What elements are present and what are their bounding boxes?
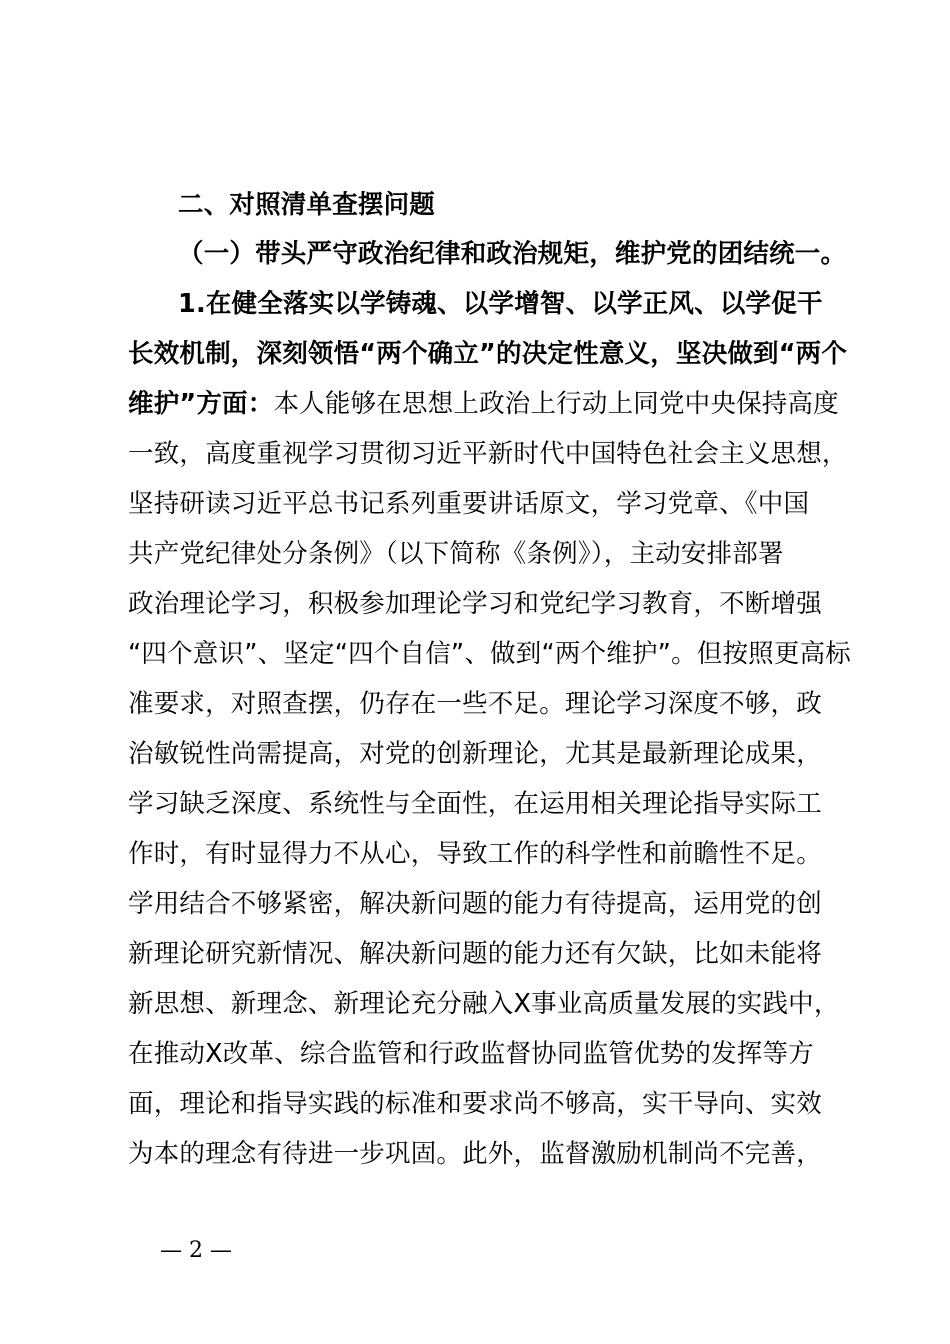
body-line-15: 面，理论和指导实践的标准和要求尚不够高，实干导向、实效 — [128, 1089, 822, 1119]
item-title-line-3: 维护”方面： — [128, 389, 274, 419]
body-line-2: 一致，高度重视学习贯彻习近平新时代中国特色社会主义思想， — [128, 439, 848, 469]
body-line-13: 新思想、新理念、新理论充分融入X事业高质量发展的实践中， — [128, 989, 840, 1019]
body-line-11: 学用结合不够紧密，解决新问题的能力有待提高，运用党的创 — [128, 889, 822, 919]
section-heading: 二、对照清单查摆问题 — [178, 190, 436, 220]
body-line-16: 为本的理念有待进一步巩固。此外，监督激励机制尚不完善， — [128, 1139, 822, 1169]
body-line-8: 治敏锐性尚需提高，对党的创新理论，尤其是最新理论成果， — [128, 739, 822, 769]
body-line-14: 在推动X改革、综合监管和行政监督协同监管优势的发挥等方 — [128, 1039, 814, 1069]
page-number: — 2 — — [160, 1238, 232, 1263]
body-line-4: 共产党纪律处分条例》（以下简称《条例》），主动安排部署 — [128, 539, 784, 569]
body-line-12: 新理论研究新情况、解决新问题的能力还有欠缺，比如未能将 — [128, 939, 822, 969]
item-title-line-1: 1.在健全落实以学铸魂、以学增智、以学正风、以学促干 — [178, 289, 823, 319]
body-line-6: “四个意识”、坚定“四个自信”、做到“两个维护”。但按照更高标 — [128, 639, 851, 669]
item-line-3 — [128, 380, 839, 429]
body-line-3: 坚持研读习近平总书记系列重要讲话原文，学习党章、《中国 — [128, 489, 810, 519]
body-line-7: 准要求，对照查摆，仍存在一些不足。理论学习深度不够，政 — [128, 689, 822, 719]
body-line-1: 本人能够在思想上政治上行动上同党中央保持高度 — [273, 389, 839, 419]
body-line-9: 学习缺乏深度、系统性与全面性，在运用相关理论指导实际工 — [128, 789, 822, 819]
body-line-10: 作时，有时显得力不从心，导致工作的科学性和前瞻性不足。 — [128, 839, 822, 869]
subsection-heading: （一）带头严守政治纪律和政治规矩，维护党的团结统一。 — [178, 239, 847, 269]
item-title-line-2: 长效机制，深刻领悟“两个确立”的决定性意义，坚决做到“两个 — [128, 339, 848, 369]
body-line-5: 政治理论学习，积极参加理论学习和党纪学习教育，不断增强 — [128, 589, 822, 619]
